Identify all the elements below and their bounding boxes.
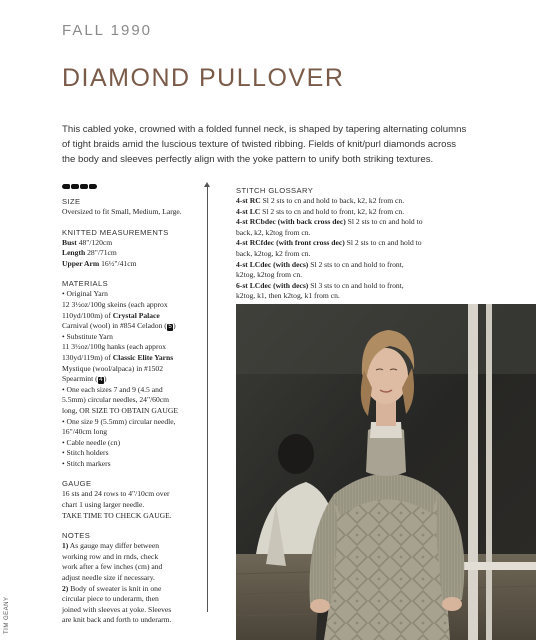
upper-arm-line: [62, 259, 202, 270]
materials-heading: MATERIALS: [62, 279, 109, 289]
glossary-definition: Sl 2 sts to cn and hold to: [345, 217, 423, 227]
note-line: [62, 584, 202, 595]
substitute-yarn-line: [62, 353, 202, 364]
glossary-entry: [236, 238, 466, 249]
note-number: 1): [62, 541, 69, 551]
glossary-entry: [236, 260, 466, 271]
glossary-definition: Sl 2 sts to cn and hold to: [344, 238, 422, 248]
note-line: joined with sleeves at yoke. Sleeves: [62, 604, 172, 614]
model-photo: [236, 304, 536, 640]
glossary-term: 4-st LCdec (with decs): [236, 259, 309, 269]
bust-value: 48"/120cm: [78, 237, 113, 247]
skill-level-segment: [71, 184, 79, 189]
glossary-definition: Sl 2 sts to cn and hold to back, k2, k2 from cn.: [260, 196, 405, 205]
glossary-term: 6-st LCdec (with decs): [236, 280, 309, 290]
measurements-heading: KNITTED MEASUREMENTS: [62, 227, 169, 237]
substitute-yarn-line: Spearmint ( 4 ): [62, 374, 107, 384]
photo-credit: [2, 560, 12, 634]
gauge-line: chart 1 using larger needle.: [62, 500, 145, 510]
column-divider: [207, 186, 208, 612]
glossary-entry: [236, 207, 466, 218]
original-yarn-brand: Crystal Palace: [112, 310, 160, 320]
glossary-term: 4-st RC: [236, 196, 261, 205]
note-line: [62, 541, 202, 552]
glossary-term: 4-st RCbdec (with back cross dec): [236, 217, 346, 227]
intro-paragraph: This cabled yoke, crowned with a folded funnel neck, is shaped by tapering alternating columns of tight braids amid the luscious texture of twisted ribbing. Fields of knit/purl diamonds across the body and sleeves perfectly align with the yoke pattern to unify both striking textures.: [62, 124, 467, 165]
left-column: [62, 196, 202, 626]
photo-credit-text: TIM GEANY: [4, 596, 10, 634]
note-line: are knit back and forth to underarm.: [62, 615, 172, 625]
original-yarn-text: Carnival (wool) in #854 Celadon: [62, 321, 163, 331]
original-yarn-text: 110yd/100m) of: [62, 310, 113, 320]
length-value: 28"/71cm: [87, 248, 117, 258]
substitute-yarn-label: • Substitute Yarn: [62, 331, 113, 341]
note-text: Body of sweater is knit in one: [68, 583, 162, 593]
glossary-definition: Sl 2 sts to cn and hold to front, k2, k2 from cn.: [260, 206, 405, 216]
model-photo-illustration: [236, 304, 536, 640]
glossary-definition: Sl 2 sts to cn and hold to front,: [308, 259, 404, 269]
season-label: FALL 1990: [62, 22, 153, 39]
skill-level-indicator: [62, 184, 97, 189]
gauge-heading: GAUGE: [62, 479, 92, 489]
note-line: circular piece to underarm, then: [62, 594, 159, 604]
glossary-term: 4-st LC: [236, 206, 261, 216]
bust-label: Bust: [62, 237, 77, 247]
needles-line: long, OR SIZE TO OBTAIN GAUGE: [62, 405, 178, 415]
length-line: [62, 248, 202, 259]
gauge-line: TAKE TIME TO CHECK GAUGE.: [62, 510, 172, 520]
glossary-definition: Sl 3 sts to cn and hold to front,: [308, 280, 404, 290]
note-line: adjust needle size if necessary.: [62, 573, 155, 583]
pattern-title: DIAMOND PULLOVER: [62, 64, 345, 92]
note-line: work after a few inches (cm) and: [62, 562, 163, 572]
skill-level-segment: [80, 184, 88, 189]
substitute-yarn-brand: Classic Elite Yarns: [112, 352, 174, 362]
length-label: Length: [62, 248, 86, 258]
substitute-yarn-text: Spearmint: [62, 374, 94, 384]
substitute-yarn-line: 11 3½oz/100g hanks (each approx: [62, 342, 167, 352]
stitch-glossary: [236, 185, 466, 302]
needles-line: 16"/40cm long: [62, 427, 108, 437]
gauge-line: 16 sts and 24 rows to 4"/10cm over: [62, 489, 170, 499]
skill-level-segment: [89, 184, 97, 189]
glossary-definition: k2tog, k1, then k2tog, k1 from cn.: [236, 291, 340, 301]
needles-line: • One size 9 (5.5mm) circular needle,: [62, 416, 176, 426]
yarn-weight-badge: 4: [99, 376, 103, 383]
glossary-definition: back, k2, k2tog from cn.: [236, 227, 311, 237]
glossary-entry: [236, 281, 466, 292]
glossary-definition: k2tog, k2tog from cn.: [236, 270, 303, 280]
glossary-entry: [236, 196, 466, 207]
upper-arm-label: Upper Arm: [62, 258, 100, 268]
notes-heading: NOTES: [62, 531, 91, 541]
substitute-yarn-text: 130yd/119m) of: [62, 352, 113, 362]
upper-arm-value: 16½"/41cm: [101, 258, 137, 268]
cable-needle-item: • Cable needle (cn): [62, 437, 121, 447]
bust-line: [62, 238, 202, 249]
needles-line: 5.5mm) circular needles, 24"/60cm: [62, 395, 170, 405]
stitch-holders-item: • Stitch holders: [62, 448, 109, 458]
needles-line: • One each sizes 7 and 9 (4.5 and: [62, 384, 163, 394]
glossary-heading: STITCH GLOSSARY: [236, 186, 314, 195]
glossary-term: 4-st RCfdec (with front cross dec): [236, 238, 345, 248]
skill-level-segment: [62, 184, 70, 189]
note-line: working row and in rnds, check: [62, 551, 159, 561]
size-text: Oversized to fit Small, Medium, Large.: [62, 207, 182, 216]
size-heading: SIZE: [62, 197, 81, 206]
original-yarn-label: • Original Yarn: [62, 289, 108, 299]
original-yarn-line: Carnival (wool) in #854 Celadon ( 5 ): [62, 321, 176, 331]
note-number: 2): [62, 583, 69, 593]
substitute-yarn-line: Mystique (wool/alpaca) in #1502: [62, 363, 164, 373]
original-yarn-line: [62, 311, 202, 322]
glossary-entry: [236, 217, 466, 228]
note-text: As gauge may differ between: [68, 541, 160, 551]
stitch-markers-item: • Stitch markers: [62, 458, 111, 468]
yarn-weight-badge: 5: [168, 323, 172, 330]
glossary-definition: back, k2tog, k2 from cn.: [236, 248, 311, 258]
original-yarn-line: 12 3½oz/100g skeins (each approx: [62, 299, 168, 309]
